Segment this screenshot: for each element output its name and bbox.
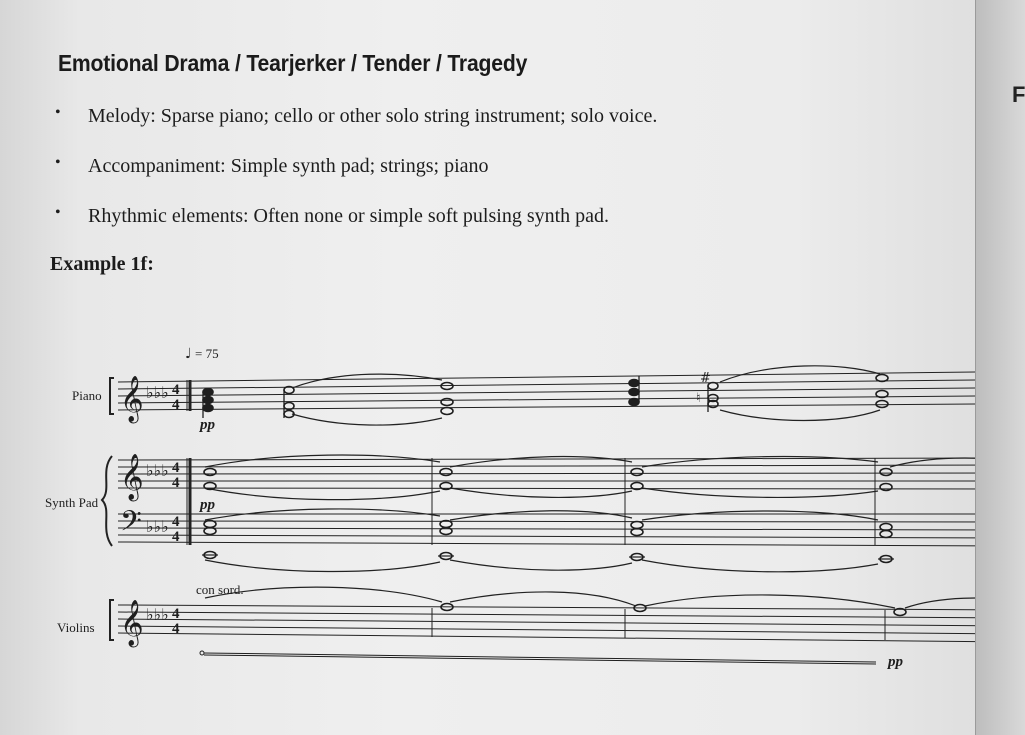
natural-icon: ♮	[696, 391, 701, 406]
bullet-text: Melody: Sparse piano; cello or other solo string instrument; solo voice.	[88, 105, 658, 127]
dynamic-synth-start: pp	[200, 497, 215, 513]
dynamic-violins-end: pp	[888, 654, 903, 670]
synth-bass-staff	[118, 514, 1015, 546]
violins-bracket	[110, 600, 114, 640]
next-page-edge	[975, 0, 1025, 735]
bullet-icon: •	[55, 104, 61, 121]
key-signature-flats: ♭♭♭	[146, 461, 169, 480]
section-heading: Emotional Drama / Tearjerker / Tender / Tragedy	[58, 50, 528, 76]
instrument-label-piano: Piano	[72, 388, 102, 403]
treble-clef-icon: 𝄞	[120, 454, 144, 500]
dynamic-piano-start: pp	[200, 417, 215, 433]
key-signature-flats: ♭♭♭	[146, 383, 169, 402]
next-page-fragment: F	[1012, 82, 1025, 107]
time-signature: 4	[172, 460, 180, 476]
ties	[205, 366, 1015, 608]
svg-text:4: 4	[172, 621, 180, 637]
violins-staff	[118, 605, 1015, 642]
treble-clef-icon: 𝄞	[120, 600, 144, 646]
key-signature-flats: ♭♭♭	[146, 605, 169, 624]
piano-bracket	[110, 378, 114, 414]
bullet-icon: •	[55, 204, 61, 221]
time-signature: 4	[172, 382, 180, 398]
synth-brace	[102, 456, 112, 546]
hairpin-line	[204, 653, 876, 662]
bullet-text: Rhythmic elements: Often none or simple soft pulsing synth pad.	[88, 205, 610, 227]
example-label: Example 1f:	[50, 253, 154, 275]
key-signature-flats: ♭♭♭	[146, 517, 169, 536]
piano-staff	[118, 372, 975, 410]
sharp-icon: #	[700, 371, 711, 386]
technique-con-sord: con sord.	[196, 582, 244, 597]
noteheads	[203, 375, 906, 616]
time-signature: 4	[172, 606, 180, 622]
time-signature: 4	[172, 514, 180, 530]
treble-clef-icon: 𝄞	[120, 376, 144, 422]
tempo-note-icon: ♩	[185, 346, 192, 362]
svg-text:4: 4	[172, 397, 180, 413]
instrument-label-violins: Violins	[57, 620, 95, 635]
instrument-label-synth-pad: Synth Pad	[45, 495, 99, 510]
svg-text:4: 4	[172, 475, 180, 491]
bullet-text: Accompaniment: Simple synth pad; strings; piano	[88, 155, 489, 177]
tempo-marking: = 75	[195, 346, 219, 361]
bullet-icon: •	[55, 154, 61, 171]
bass-clef-icon: 𝄢	[120, 505, 142, 545]
svg-text:4: 4	[172, 529, 180, 545]
